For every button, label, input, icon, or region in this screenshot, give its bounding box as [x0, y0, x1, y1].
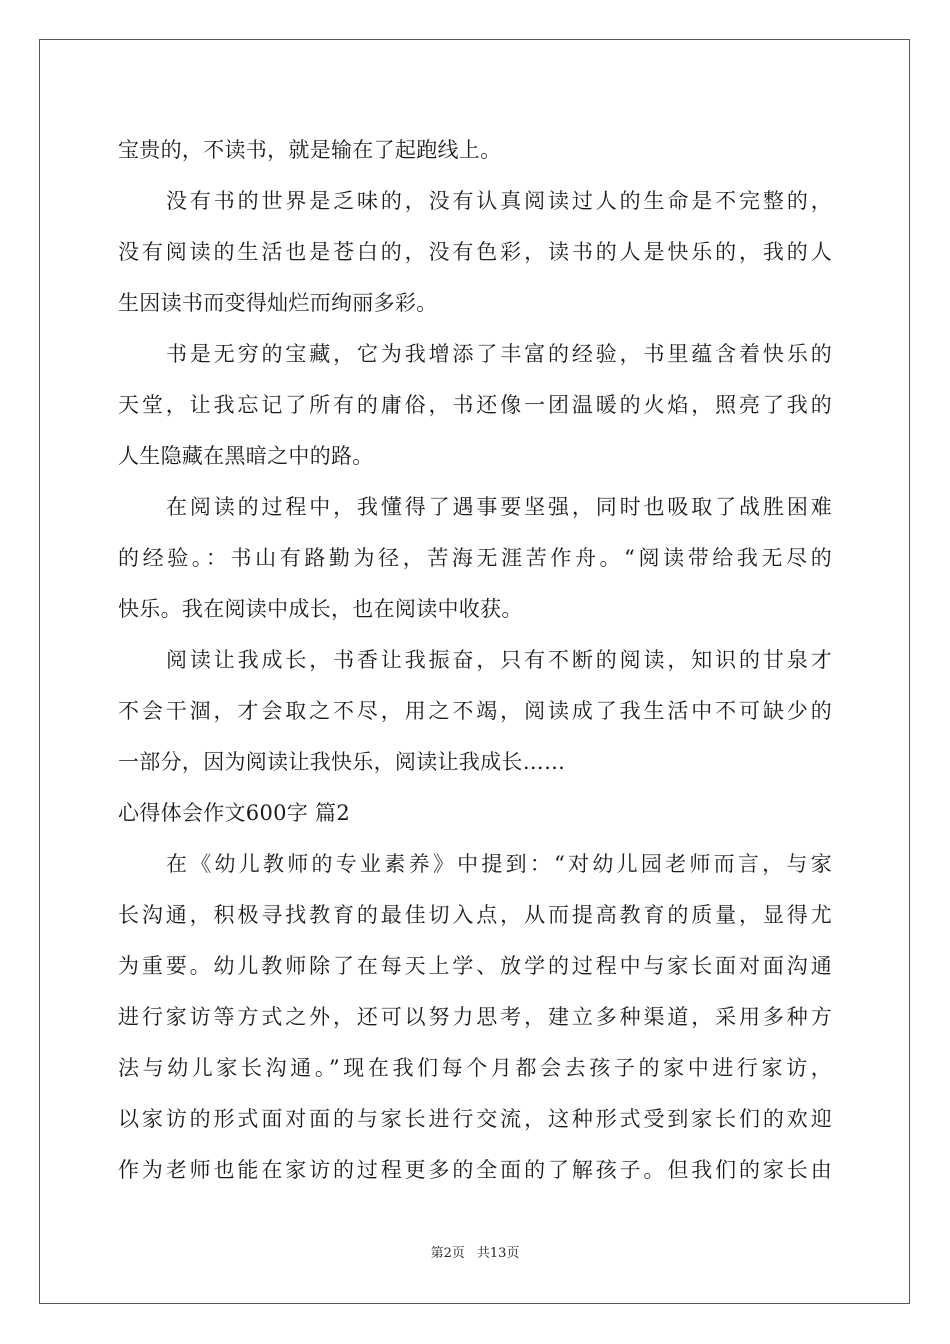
- text-line: 不会干涸，才会取之不尽，用之不竭，阅读成了我生活中不可缺少的: [118, 699, 832, 723]
- text-line: 阅读让我成长，书香让我振奋，只有不断的阅读，知识的甘泉才: [166, 648, 832, 672]
- text-line: 没有阅读的生活也是苍白的，没有色彩，读书的人是快乐的，我的人: [118, 240, 832, 264]
- text-line: 生因读书而变得灿烂而绚丽多彩。: [118, 291, 438, 315]
- section-heading: 心得体会作文600字 篇2: [118, 801, 351, 825]
- text-line: 没有书的世界是乏味的，没有认真阅读过人的生命是不完整的，: [166, 189, 832, 213]
- text-line: 的经验。：书山有路勤为径，苦海无涯苦作舟。“阅读带给我无尽的: [118, 546, 832, 570]
- page-total: 共13页: [476, 1246, 520, 1261]
- text-line: 在阅读的过程中，我懂得了遇事要坚强，同时也吸取了战胜困难: [166, 495, 832, 519]
- text-line: 为重要。幼儿教师除了在每天上学、放学的过程中与家长面对面沟通: [118, 954, 832, 978]
- text-line: 书是无穷的宝藏，它为我增添了丰富的经验，书里蕴含着快乐的: [166, 342, 832, 366]
- text-line: 进行家访等方式之外，还可以努力思考，建立多种渠道，采用多种方: [118, 1005, 832, 1029]
- text-line: 作为老师也能在家访的过程更多的全面的了解孩子。但我们的家长由: [118, 1158, 832, 1182]
- text-line: 宝贵的，不读书，就是输在了起跑线上。: [118, 138, 502, 162]
- text-line: 人生隐藏在黑暗之中的路。: [118, 444, 374, 468]
- text-line: 快乐。我在阅读中成长，也在阅读中收获。: [118, 597, 523, 621]
- page-number: 第2页: [430, 1246, 465, 1261]
- text-line: 以家访的形式面对面的与家长进行交流，这种形式受到家长们的欢迎: [118, 1107, 832, 1131]
- text-line: 长沟通，积极寻找教育的最佳切入点，从而提高教育的质量，显得尤: [118, 903, 832, 927]
- document-body: [118, 125, 832, 1196]
- text-line: 一部分，因为阅读让我快乐，阅读让我成长……: [118, 750, 566, 774]
- text-line: 在《幼儿教师的专业素养》中提到：“对幼儿园老师而言，与家: [166, 852, 832, 876]
- page-footer: [0, 1244, 950, 1264]
- text-line: 天堂，让我忘记了所有的庸俗，书还像一团温暖的火焰，照亮了我的: [118, 393, 832, 417]
- text-line: 法与幼儿家长沟通。”现在我们每个月都会去孩子的家中进行家访，: [118, 1056, 832, 1080]
